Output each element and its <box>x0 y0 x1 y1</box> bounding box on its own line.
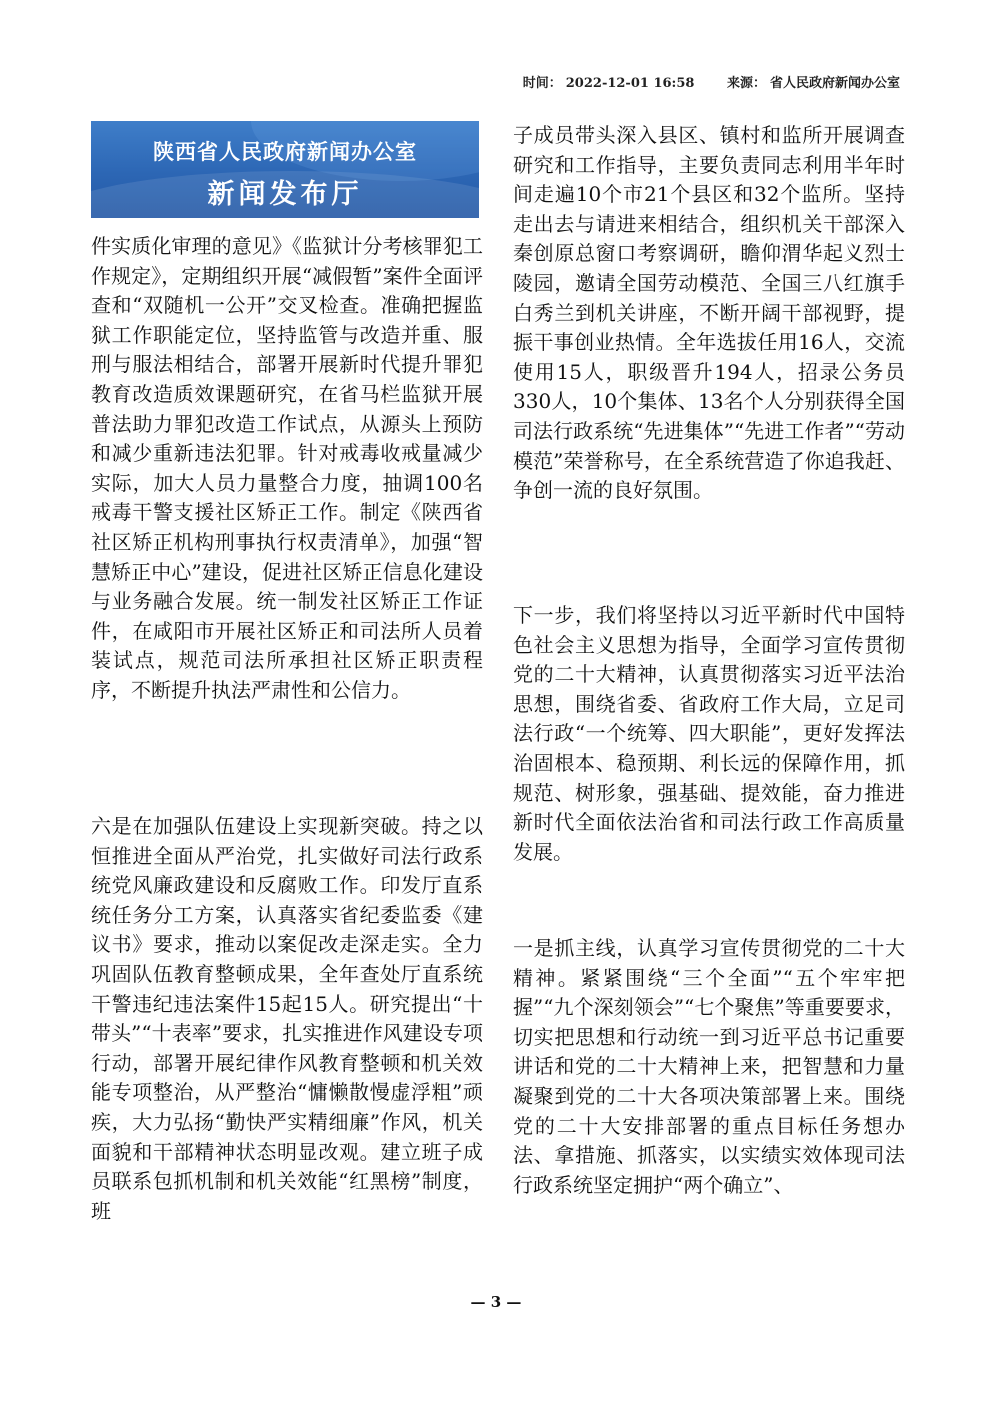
publish-meta <box>519 72 900 91</box>
source-label: 来源： <box>726 76 766 91</box>
page-number: — 3 — <box>470 1293 522 1311</box>
press-hall-banner <box>91 121 479 218</box>
left-paragraph-2: 六是在加强队伍建设上实现新突破。持之以恒推进全面从严治党，扎实做好司法行政系统党风廉政建设和反腐败工作。印发厅直系统任务分工方案，认真落实省纪委监委《建议书》要求，推动以案促改走深走实。全力巩固队伍教育整顿成果，全年查处厅直系统干警违纪违法案件15起15人。研究提出“十带头”“十表率”要求，扎实推进作风建设专项行动，部署开展纪律作风教育整顿和机关效能专项整治，从严整治“慵懒散慢虚浮粗”顽疾，大力弘扬“勤快严实精细廉”作风，机关面貌和干部精神状态明显改观。建立班子成员联系包抓机制和机关效能“红黑榜”制度，班 <box>91 814 483 1223</box>
right-paragraph-1: 子成员带头深入县区、镇村和监所开展调查研究和工作指导，主要负责同志利用半年时间走遍10个市21个县区和32个监所。坚持走出去与请进来相结合，组织机关干部深入秦创原总窗口考察调研，瞻仰渭华起义烈士陵园，邀请全国劳动模范、全国三八红旗手白秀兰到机关讲座，不断开阔干部视野，提振干事创业热情。全年选拔任用16人，交流使用15人，职级晋升194人，招录公务员330人，10个集体、13名个人分别获得全国司法行政系统“先进集体”“先进工作者”“劳动模范”荣誉称号，在全系统营造了你追我赶、争创一流的良好氛围。 <box>513 123 905 503</box>
banner-office-name: 陕西省人民政府新闻办公室 <box>153 140 417 164</box>
left-paragraph-1: 件实质化审理的意见》《监狱计分考核罪犯工作规定》，定期组织开展“减假暂”案件全面评查和“双随机一公开”交叉检查。准确把握监狱工作职能定位，坚持监管与改造并重、服刑与服法相结合，部署开展新时代提升罪犯教育改造质效课题研究，在省马栏监狱开展普法助力罪犯改造工作试点，从源头上预防和减少重新违法犯罪。针对戒毒收戒量减少实际，加大人员力量整合力度，抽调100名戒毒干警支援社区矫正工作。制定《陕西省社区矫正机构刑事执行权责清单》，加强“智慧矫正中心”建设，促进社区矫正信息化建设与业务融合发展。统一制发社区矫正工作证件，在咸阳市开展社区矫正和司法所人员着装试点，规范司法所承担社区矫正职责程序，不断提升执法严肃性和公信力。 <box>91 234 483 702</box>
source-value: 省人民政府新闻办公室 <box>769 76 900 91</box>
right-paragraph-2: 下一步，我们将坚持以习近平新时代中国特色社会主义思想为指导，全面学习宣传贯彻党的二十大精神，认真贯彻落实习近平法治思想，围绕省委、省政府工作大局，立足司法行政“一个统筹、四大职能”，更好发挥法治固根本、稳预期、利长远的保障作用，抓规范、树形象，强基础、提效能，奋力推进新时代全面依法治省和司法行政工作高质量发展。 <box>513 603 905 864</box>
time-label: 时间： <box>522 76 562 91</box>
right-paragraph-3: 一是抓主线，认真学习宣传贯彻党的二十大精神。紧紧围绕“三个全面”“五个牢牢把握”“九个深刻领会”“七个聚焦”等重要要求，切实把思想和行动统一到习近平总书记重要讲话和党的二十大精神上来，把智慧和力量凝聚到党的二十大各项决策部署上来。围绕党的二十大安排部署的重点目标任务想办法、拿措施、抓落实，以实绩实效体现司法行政系统坚定拥护“两个确立”、 <box>513 936 905 1197</box>
banner-hall-name: 新闻发布厅 <box>207 179 363 210</box>
time-value: 2022-12-01 16:58 <box>565 76 695 91</box>
